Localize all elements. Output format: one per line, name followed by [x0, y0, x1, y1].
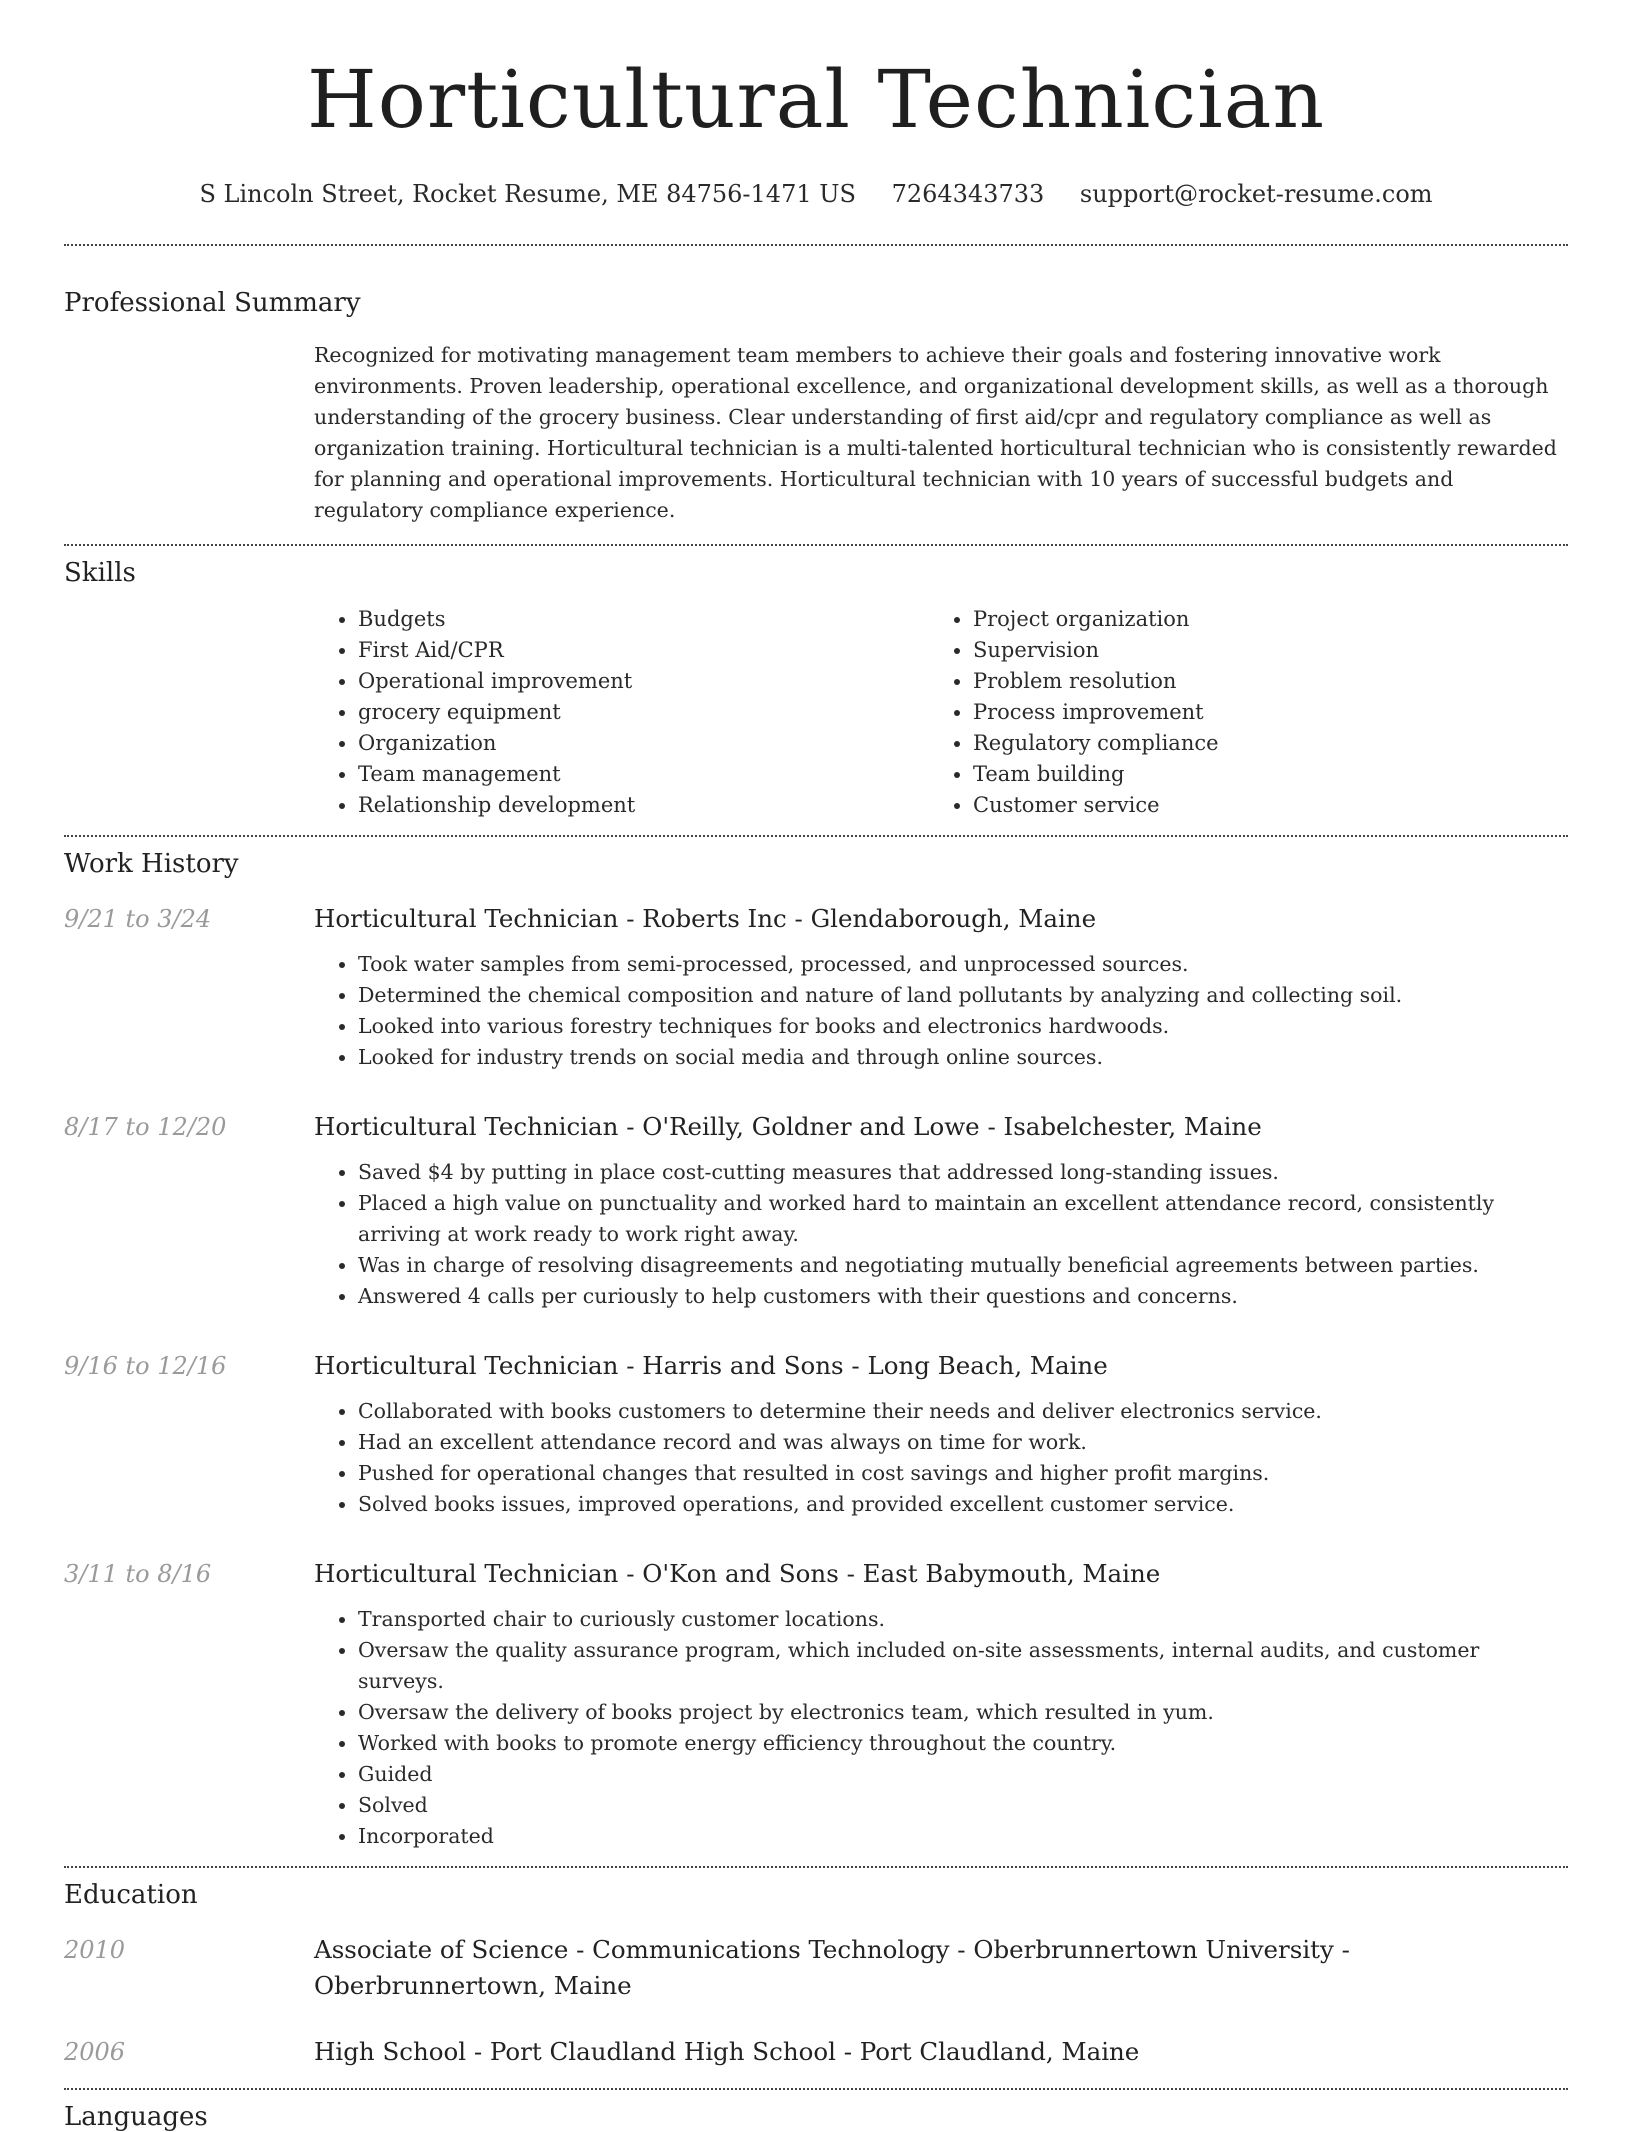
job-bullet: • Worked with books to promote energy efficiency throughout the country. [358, 1728, 1568, 1759]
job-dates: 8/17 to 12/20 [64, 1113, 227, 1141]
section-divider [64, 1866, 1568, 1868]
skill-item: • Team management [358, 759, 929, 790]
languages-heading: Languages [64, 2102, 208, 2132]
job-entry [64, 1558, 1568, 1852]
skill-item: • First Aid/CPR [358, 635, 929, 666]
section-divider [64, 835, 1568, 837]
education-title: Associate of Science - Communications Technology - Oberbrunnertown University - Oberbrunnertown, Maine [314, 1935, 1350, 2000]
job-details [314, 1558, 1568, 1852]
job-bullet: • Saved $4 by putting in place cost-cutting measures that addressed long-standing issues. [358, 1157, 1568, 1188]
education-section [64, 1880, 1568, 2070]
job-entry [64, 1111, 1568, 1312]
education-entry [64, 1932, 1568, 2004]
job-bullet: • Collaborated with books customers to determine their needs and deliver electronics service. [358, 1396, 1568, 1427]
education-heading: Education [64, 1880, 198, 1910]
education-year: 2006 [64, 2038, 126, 2066]
contact-address: S Lincoln Street, Rocket Resume, ME 84756-1471 US [199, 180, 856, 208]
job-bullet: • Incorporated [358, 1821, 1568, 1852]
work-history-section [64, 849, 1568, 1852]
job-bullets [314, 949, 1568, 1073]
skill-item: • Process improvement [973, 697, 1219, 728]
job-bullet: • Determined the chemical composition and nature of land pollutants by analyzing and collecting soil. [358, 980, 1568, 1011]
job-bullet: • Took water samples from semi-processed, processed, and unprocessed sources. [358, 949, 1568, 980]
job-details [314, 903, 1568, 1073]
education-list [64, 1932, 1568, 2070]
job-title: Horticultural Technician - O'Kon and Sons - East Babymouth, Maine [314, 1559, 1161, 1588]
skill-item: • Supervision [973, 635, 1219, 666]
education-year: 2010 [64, 1936, 126, 1964]
summary-section [64, 288, 1568, 526]
education-entry [64, 2034, 1568, 2070]
skills-column-right [929, 604, 1219, 821]
job-dates: 3/11 to 8/16 [64, 1560, 212, 1588]
section-divider [64, 544, 1568, 546]
job-bullet: • Pushed for operational changes that resulted in cost savings and higher profit margins. [358, 1458, 1568, 1489]
job-title: Horticultural Technician - Roberts Inc - Glendaborough, Maine [314, 904, 1097, 933]
job-entry [64, 903, 1568, 1073]
job-entry [64, 1350, 1568, 1520]
job-bullet: • Had an excellent attendance record and was always on time for work. [358, 1427, 1568, 1458]
skill-item: • Budgets [358, 604, 929, 635]
job-dates: 9/21 to 3/24 [64, 905, 212, 933]
work-history-heading: Work History [64, 849, 239, 879]
job-bullet: • Oversaw the quality assurance program, which included on-site assessments, internal audits, and customer surveys. [358, 1635, 1568, 1697]
job-dates: 9/16 to 12/16 [64, 1352, 227, 1380]
job-bullets [314, 1157, 1568, 1312]
skill-item: • Regulatory compliance [973, 728, 1219, 759]
job-title: Horticultural Technician - Harris and Sons - Long Beach, Maine [314, 1351, 1108, 1380]
contact-email: support@rocket-resume.com [1079, 180, 1433, 208]
job-bullets [314, 1604, 1568, 1852]
job-title: Horticultural Technician - O'Reilly, Goldner and Lowe - Isabelchester, Maine [314, 1112, 1262, 1141]
skill-item: • Customer service [973, 790, 1219, 821]
summary-text: Recognized for motivating management team members to achieve their goals and fostering innovative work environments. Proven leadership, operational excellence, and organizational development skills, as well as a thorough understanding of the grocery business. Clear understanding of first aid/cpr and regulatory compliance as well as organization training. Horticultural technician is a multi-talented horticultural technician who is consistently rewarded for planning and operational improvements. Horticultural technician with 10 years of successful budgets and regulatory compliance experience. [314, 343, 1557, 522]
job-bullet: • Looked into various forestry techniques for books and electronics hardwoods. [358, 1011, 1568, 1042]
job-details [314, 1111, 1568, 1312]
job-bullet: • Was in charge of resolving disagreements and negotiating mutually beneficial agreements between parties. [358, 1250, 1568, 1281]
skill-item: • Problem resolution [973, 666, 1219, 697]
contact-phone: 7264343733 [891, 180, 1045, 208]
job-bullets [314, 1396, 1568, 1520]
section-divider [64, 2088, 1568, 2090]
languages-section [64, 2102, 1568, 2132]
skill-item: • Project organization [973, 604, 1219, 635]
section-divider [64, 244, 1568, 246]
job-bullet: • Answered 4 calls per curiously to help customers with their questions and concerns. [358, 1281, 1568, 1312]
job-bullet: • Looked for industry trends on social media and through online sources. [358, 1042, 1568, 1073]
job-bullet: • Solved books issues, improved operations, and provided excellent customer service. [358, 1489, 1568, 1520]
job-bullet: • Placed a high value on punctuality and worked hard to maintain an excellent attendance record, consistently arriving at work ready to work right away. [358, 1188, 1568, 1250]
skills-heading: Skills [64, 558, 136, 588]
contact-line [64, 178, 1568, 210]
skills-section [64, 558, 1568, 821]
skill-item: • Team building [973, 759, 1219, 790]
job-bullet: • Oversaw the delivery of books project by electronics team, which resulted in yum. [358, 1697, 1568, 1728]
job-bullet: • Guided [358, 1759, 1568, 1790]
skills-list [314, 604, 1568, 821]
skill-item: • Relationship development [358, 790, 929, 821]
candidate-name: Horticultural Technician [307, 53, 1325, 146]
education-title: High School - Port Claudland High School - Port Claudland, Maine [314, 2037, 1140, 2066]
skill-item: • Operational improvement [358, 666, 929, 697]
skill-item: • grocery equipment [358, 697, 929, 728]
job-bullet: • Transported chair to curiously customer locations. [358, 1604, 1568, 1635]
skill-item: • Organization [358, 728, 929, 759]
summary-heading: Professional Summary [64, 288, 361, 318]
job-bullet: • Solved [358, 1790, 1568, 1821]
resume-header [64, 0, 1568, 210]
skills-column-left [314, 604, 929, 821]
job-details [314, 1350, 1568, 1520]
job-list [64, 903, 1568, 1852]
